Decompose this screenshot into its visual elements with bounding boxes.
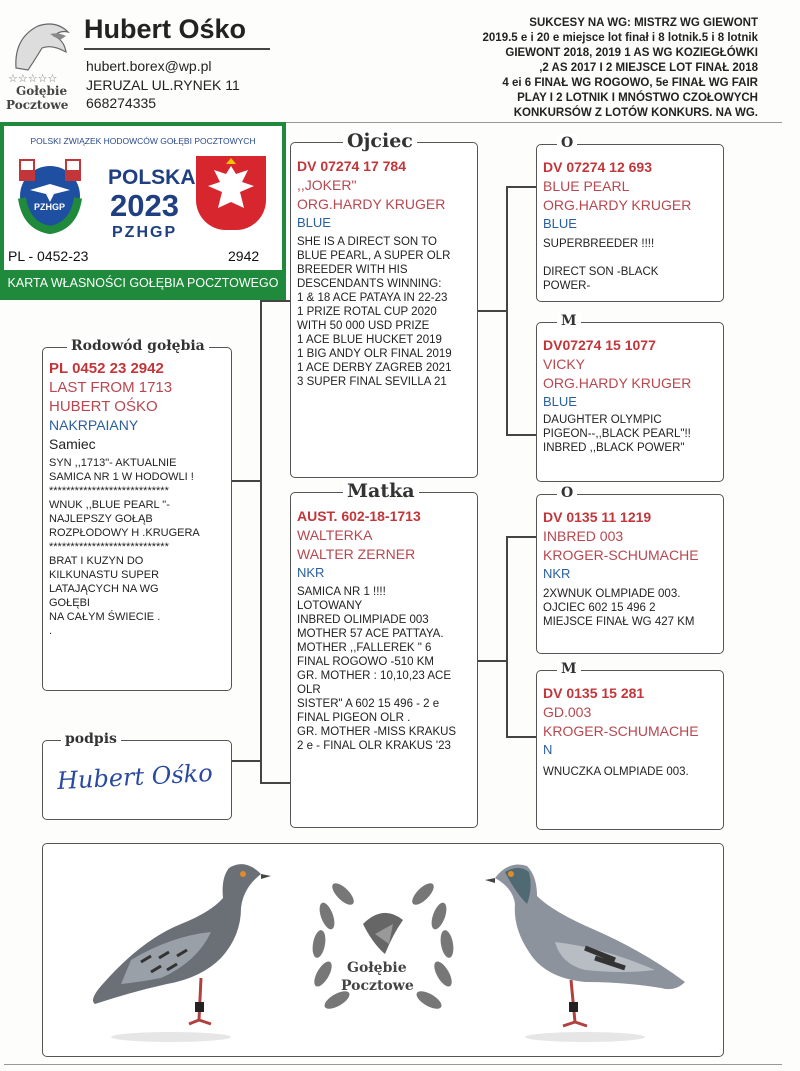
connector-main — [260, 300, 262, 782]
mf-owner: KROGER-SCHUMACHE — [543, 547, 699, 563]
ff-ring: DV 07274 12 693 — [543, 159, 652, 175]
mm-box — [536, 661, 724, 830]
father-box — [290, 130, 478, 478]
emblem-label: PZHGP — [34, 202, 66, 212]
logo-stars: ☆☆☆☆☆ — [8, 73, 58, 85]
mf-ring: DV 0135 11 1219 — [543, 509, 652, 525]
ff-owner: ORG.HARDY KRUGER — [543, 197, 692, 213]
signature-handwriting: Hubert Ośko — [56, 758, 214, 796]
connector-fm-h — [506, 434, 536, 436]
header-logo — [6, 18, 78, 112]
mm-color: N — [543, 742, 553, 757]
connector-signature — [232, 760, 260, 762]
card-year: 2023 — [110, 188, 179, 223]
connector-f-vert — [506, 186, 508, 434]
pigeon-sex: Samiec — [49, 436, 96, 452]
footer-box — [42, 843, 724, 1057]
card-number: 2942 — [228, 248, 260, 264]
mm-box-title: M — [557, 661, 581, 677]
card-bottom-text: KARTA WŁASNOŚCI GOŁĘBIA POCZTOWEGO — [7, 276, 279, 290]
pigeon-box-title: Rodowód gołębia — [67, 338, 209, 354]
footer-rule — [4, 1064, 782, 1065]
connector-ff-h — [506, 186, 536, 188]
pzhgp-emblem-icon — [8, 154, 92, 238]
ff-box — [536, 135, 724, 302]
left-pigeon-image — [71, 852, 281, 1042]
fm-ring: DV07274 15 1077 — [543, 337, 656, 353]
pzhgp-emblem — [8, 154, 92, 238]
mf-color: NKR — [543, 566, 571, 581]
achievements-text: SUKCESY NA WG: MISTRZ WG GIEWONT 2019.5 e i 20 e miejsce lot finał i 8 lotnik.5 i 8 lotnik GIEWONT 2018, 2019 1 AS WG KOZIEGŁÓWKI ,2 AS 2017 I 2 MIEJSCE LOT FINAŁ 2018 4 ei 6 FINAŁ WG ROGOWO, 5e FINAŁ WG FAIR PLAY I 2 LOTNIK I MNÓSTWO CZOŁOWYCH KONKURSÓW Z LOTÓW KONKURS. NA WG. — [482, 17, 758, 119]
mm-ring: DV 0135 15 281 — [543, 685, 645, 701]
ownership-card — [0, 122, 286, 300]
mm-owner: KROGER-SCHUMACHE — [543, 723, 699, 739]
father-box-title: Ojciec — [343, 130, 417, 152]
mother-box — [290, 480, 478, 828]
mf-box-title: O — [557, 485, 577, 501]
breeder-phone: 668274335 — [86, 95, 157, 111]
connector-mm-h — [506, 736, 536, 738]
connector-pigeon — [232, 480, 260, 482]
logo-text-1: Gołębie — [16, 84, 68, 98]
connector-father — [260, 300, 290, 302]
breeder-name-underline — [84, 48, 270, 50]
father-name: ,,JOKER" — [297, 177, 357, 193]
right-pigeon-image — [475, 852, 695, 1042]
connector-f-h — [478, 310, 506, 312]
pigeon-notes: SYN ,,1713"- AKTUALNIE SAMICA NR 1 W HODOWLI ! **************************** WNUK ,,BLUE PEARL "- NAJLEPSZY GOŁĄB ROZPŁODOWY H .KRUGERA **************************** BRAT I KUZYN DO KILKUNASTU SUPER LATAJĄCYCH NA WG GOŁĘBI NA CAŁYM ŚWIECIE . . — [49, 457, 200, 637]
mm-name: GD.003 — [543, 704, 592, 720]
ff-color: BLUE — [543, 216, 577, 231]
footer-logo — [293, 864, 473, 1044]
ff-box-title: O — [557, 135, 577, 151]
pigeon-color: NAKRPAIANY — [49, 417, 139, 433]
signature-box — [42, 731, 232, 820]
ff-name: BLUE PEARL — [543, 178, 630, 194]
mf-box — [536, 485, 724, 654]
footer-logo-text-2: Pocztowe — [341, 978, 414, 994]
pigeon-name: LAST FROM 1713 — [49, 379, 173, 396]
polish-eagle-icon — [196, 156, 266, 230]
signature-title: podpis — [61, 731, 121, 747]
pigeon-owner: HUBERT OŚKO — [49, 398, 158, 415]
connector-mother — [260, 782, 290, 784]
mother-ring: AUST. 602-18-1713 — [297, 508, 421, 524]
mother-notes: SAMICA NR 1 !!!! LOTOWANY INBRED OLIMPIADE 003 MOTHER 57 ACE PATTAYA. MOTHER ,,FALLEREK " 6 FINAL ROGOWO -510 KM GR. MOTHER : 10,10,23 ACE OLR SISTER" A 602 15 496 - 2 e FINAL PIGEON OLR . GR. MOTHER -MISS KRAKUS 2 e - FINAL OLR KRAKUS '23 — [297, 586, 457, 752]
fm-owner: ORG.HARDY KRUGER — [543, 375, 692, 391]
eagle-logo-icon — [6, 18, 76, 74]
breeder-name: Hubert Ośko — [84, 14, 247, 44]
father-owner: ORG.HARDY KRUGER — [297, 196, 446, 212]
pigeon-ring: PL 0452 23 2942 — [49, 360, 164, 377]
mf-notes: 2XWNUK OLMPIADE 003. OJCIEC 602 15 496 2 MIEJSCE FINAŁ WG 427 KM — [543, 588, 695, 628]
fm-notes: DAUGHTER OLYMPIC PIGEON--,,BLACK PEARL"!! INBRED ,,BLACK POWER" — [543, 414, 691, 454]
polish-eagle-emblem — [196, 156, 266, 230]
fm-name: VICKY — [543, 356, 586, 372]
logo-text-2: Pocztowe — [6, 98, 69, 112]
breeder-email[interactable]: hubert.borex@wp.pl — [86, 58, 212, 74]
card-country: POLSKA — [108, 166, 196, 189]
mother-color: NKR — [297, 565, 325, 580]
card-top-text: POLSKI ZWIĄZEK HODOWCÓW GOŁĘBI POCZTOWYCH — [30, 136, 256, 146]
card-org: PZHGP — [112, 224, 178, 241]
father-color: BLUE — [297, 215, 331, 230]
card-ring: PL - 0452-23 — [8, 248, 89, 264]
mother-box-title: Matka — [343, 480, 419, 502]
mm-notes: WNUCZKA OLMPIADE 003. — [543, 766, 689, 778]
mf-name: INBRED 003 — [543, 528, 624, 544]
footer-logo-text-1: Gołębie — [347, 960, 407, 976]
connector-mf-h — [506, 536, 536, 538]
laurel-wreath-icon — [293, 864, 473, 1044]
fm-color: BLUE — [543, 394, 577, 409]
mother-owner: WALTER ZERNER — [297, 546, 416, 562]
father-ring: DV 07274 17 784 — [297, 158, 406, 174]
father-notes: SHE IS A DIRECT SON TO BLUE PEARL, A SUPER OLR BREEDER WITH HIS DESCENDANTS WINNING: 1 & 18 ACE PATAYA IN 22-23 1 PRIZE ROTAL CUP 2020 WITH 50 000 USD PRIZE 1 ACE BLUE HUCKET 2019 1 BIG ANDY OLR FINAL 2019 1 ACE DERBY ZAGREB 2021 3 SUPER FINAL SEVILLA 21 — [297, 236, 452, 388]
fm-box — [536, 313, 724, 482]
mother-name: WALTERKA — [297, 527, 373, 543]
breeder-address: JERUZAL UL.RYNEK 11 — [86, 77, 240, 93]
fm-box-title: M — [557, 313, 581, 329]
pigeon-box — [42, 338, 232, 691]
connector-m-vert — [506, 536, 508, 736]
ff-notes: SUPERBREEDER !!!! DIRECT SON -BLACK POWER- — [543, 238, 659, 292]
connector-m-h — [478, 660, 506, 662]
